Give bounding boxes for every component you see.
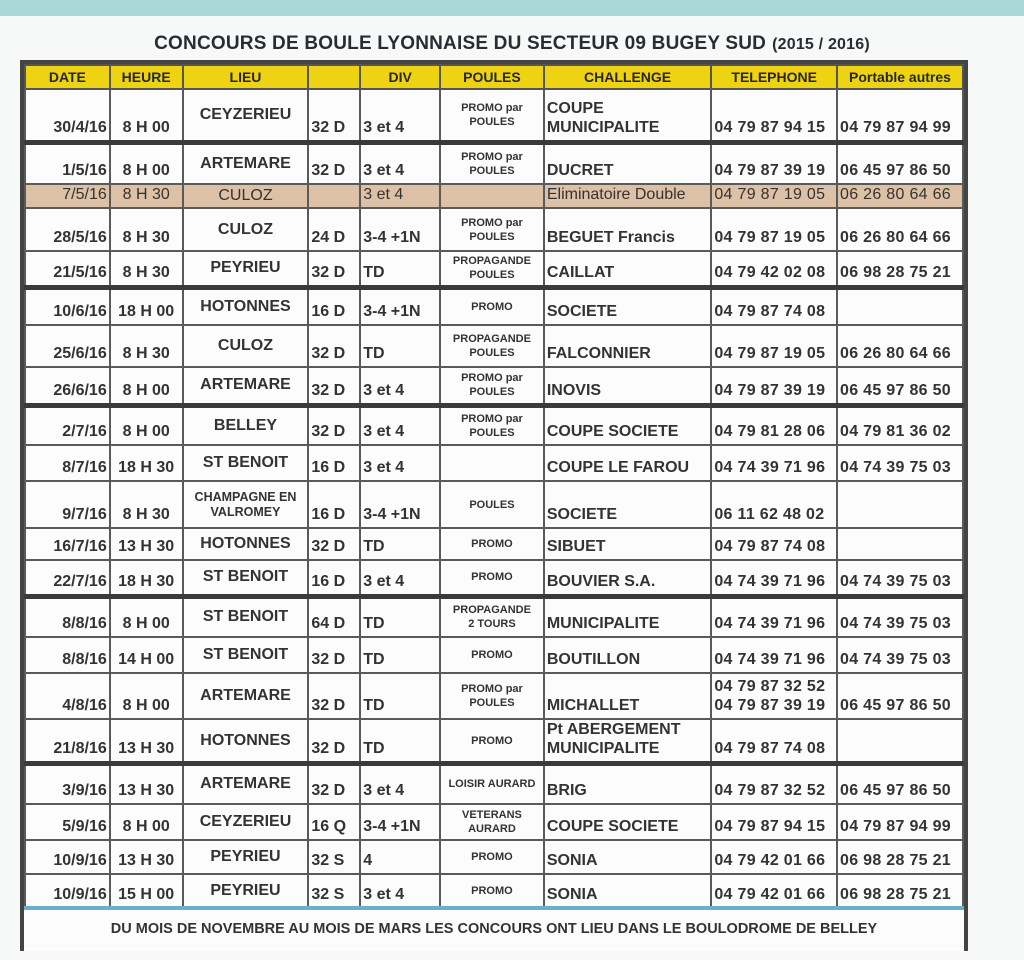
top-color-band: [0, 0, 1024, 16]
cell-poules: PROMO par POULES: [440, 367, 544, 405]
cell-count: 32 D: [308, 719, 360, 764]
cell-div: TD: [360, 325, 440, 367]
cell-count: 32 D: [308, 89, 360, 142]
cell-poules: [440, 445, 544, 481]
table-row: [25, 481, 963, 528]
cell-div: 3 et 4: [360, 874, 440, 908]
cell-telephone: 04 79 87 19 05: [711, 325, 837, 367]
cell-challenge: COUPE SOCIETE: [544, 804, 712, 840]
cell-lieu: ARTEMARE: [183, 367, 309, 405]
cell-portable: 06 98 28 75 21: [837, 840, 963, 874]
cell-heure: 14 H 00: [110, 637, 183, 673]
table-row: [25, 840, 963, 874]
cell-date: 4/8/16: [25, 673, 110, 719]
table-header: [25, 65, 963, 89]
cell-portable: 06 26 80 64 66: [837, 325, 963, 367]
cell-date: 7/5/16: [25, 184, 110, 208]
cell-portable: 06 45 97 86 50: [837, 764, 963, 804]
header-lieu: LIEU: [183, 65, 309, 89]
cell-portable: 06 98 28 75 21: [837, 251, 963, 287]
cell-date: 10/9/16: [25, 874, 110, 908]
cell-portable: [837, 528, 963, 560]
cell-challenge: COUPE LE FAROU: [544, 445, 712, 481]
cell-lieu: PEYRIEU: [183, 840, 309, 874]
cell-poules: PROMO: [440, 528, 544, 560]
table-body: [25, 89, 963, 908]
cell-challenge: SONIA: [544, 874, 712, 908]
cell-div: TD: [360, 251, 440, 287]
cell-div: TD: [360, 719, 440, 764]
cell-div: TD: [360, 637, 440, 673]
cell-count: 16 D: [308, 560, 360, 596]
header-poules: POULES: [440, 65, 544, 89]
cell-date: 28/5/16: [25, 208, 110, 251]
cell-count: 16 D: [308, 481, 360, 528]
table-row: [25, 804, 963, 840]
header-row: [25, 65, 963, 89]
cell-heure: 13 H 30: [110, 719, 183, 764]
cell-portable: 06 26 80 64 66: [837, 208, 963, 251]
cell-telephone: 06 11 62 48 02: [711, 481, 837, 528]
cell-poules: PROMO: [440, 560, 544, 596]
cell-count: 32 D: [308, 405, 360, 445]
cell-heure: 13 H 30: [110, 764, 183, 804]
cell-challenge: SOCIETE: [544, 287, 712, 325]
cell-date: 9/7/16: [25, 481, 110, 528]
table-row: [25, 560, 963, 596]
cell-lieu: ARTEMARE: [183, 673, 309, 719]
cell-portable: 06 98 28 75 21: [837, 874, 963, 908]
table-row: [25, 208, 963, 251]
cell-poules: POULES: [440, 481, 544, 528]
footer-note: DU MOIS DE NOVEMBRE AU MOIS DE MARS LES CONCOURS ONT LIEU DANS LE BOULODROME DE BELLEY: [24, 906, 964, 951]
cell-telephone: 04 79 81 28 06: [711, 405, 837, 445]
cell-poules: PROMO par POULES: [440, 405, 544, 445]
cell-challenge: DUCRET: [544, 142, 712, 184]
cell-count: 64 D: [308, 596, 360, 637]
cell-heure: 8 H 00: [110, 89, 183, 142]
cell-date: 8/7/16: [25, 445, 110, 481]
cell-heure: 8 H 00: [110, 367, 183, 405]
header-telephone: TELEPHONE: [711, 65, 837, 89]
cell-telephone: 04 79 87 39 19: [711, 142, 837, 184]
cell-heure: 8 H 00: [110, 405, 183, 445]
cell-div: TD: [360, 528, 440, 560]
cell-challenge: MICHALLET: [544, 673, 712, 719]
cell-telephone: 04 79 87 32 52 04 79 87 39 19: [711, 673, 837, 719]
cell-count: 32 D: [308, 764, 360, 804]
cell-heure: 8 H 30: [110, 208, 183, 251]
cell-heure: 8 H 30: [110, 325, 183, 367]
cell-telephone: 04 79 87 74 08: [711, 528, 837, 560]
cell-date: 21/8/16: [25, 719, 110, 764]
table-row: [25, 367, 963, 405]
cell-poules: PROPAGANDE POULES: [440, 325, 544, 367]
cell-date: 5/9/16: [25, 804, 110, 840]
cell-heure: 8 H 30: [110, 481, 183, 528]
cell-challenge: COUPE SOCIETE: [544, 405, 712, 445]
cell-portable: [837, 481, 963, 528]
cell-challenge: BRIG: [544, 764, 712, 804]
cell-telephone: 04 79 87 39 19: [711, 367, 837, 405]
cell-heure: 15 H 00: [110, 874, 183, 908]
cell-lieu: ARTEMARE: [183, 142, 309, 184]
cell-count: 32 D: [308, 528, 360, 560]
table-row: [25, 89, 963, 142]
table-row: [25, 596, 963, 637]
cell-telephone: 04 79 87 19 05: [711, 184, 837, 208]
cell-div: 3-4 +1N: [360, 804, 440, 840]
cell-heure: 18 H 00: [110, 287, 183, 325]
table-row: [25, 874, 963, 908]
cell-date: 8/8/16: [25, 596, 110, 637]
cell-count: 32 D: [308, 367, 360, 405]
cell-telephone: 04 79 87 94 15: [711, 89, 837, 142]
cell-div: 3-4 +1N: [360, 481, 440, 528]
cell-lieu: ARTEMARE: [183, 764, 309, 804]
cell-portable: 04 79 81 36 02: [837, 405, 963, 445]
cell-challenge: Pt ABERGEMENT MUNICIPALITE: [544, 719, 712, 764]
cell-div: 3 et 4: [360, 367, 440, 405]
cell-telephone: 04 79 87 74 08: [711, 719, 837, 764]
table-row: [25, 528, 963, 560]
cell-lieu: CEYZERIEU: [183, 89, 309, 142]
cell-telephone: 04 79 87 74 08: [711, 287, 837, 325]
table-row: [25, 142, 963, 184]
cell-div: 3 et 4: [360, 764, 440, 804]
cell-date: 25/6/16: [25, 325, 110, 367]
cell-div: 3-4 +1N: [360, 208, 440, 251]
cell-portable: 04 74 39 75 03: [837, 637, 963, 673]
title-text: CONCOURS DE BOULE LYONNAISE DU SECTEUR 09 BUGEY SUD: [154, 33, 767, 54]
cell-lieu: ST BENOIT: [183, 560, 309, 596]
header-challenge: CHALLENGE: [544, 65, 712, 89]
cell-heure: 18 H 30: [110, 445, 183, 481]
cell-count: 32 D: [308, 637, 360, 673]
cell-lieu: HOTONNES: [183, 287, 309, 325]
cell-portable: 06 26 80 64 66: [837, 184, 963, 208]
cell-count: 32 D: [308, 142, 360, 184]
header-date: DATE: [25, 65, 110, 89]
cell-telephone: 04 79 87 19 05: [711, 208, 837, 251]
cell-poules: VETERANS AURARD: [440, 804, 544, 840]
header-heure: HEURE: [110, 65, 183, 89]
page-title: [0, 33, 1024, 55]
cell-portable: 04 74 39 75 03: [837, 560, 963, 596]
cell-date: 22/7/16: [25, 560, 110, 596]
cell-poules: [440, 184, 544, 208]
cell-lieu: PEYRIEU: [183, 251, 309, 287]
cell-poules: PROMO: [440, 874, 544, 908]
cell-challenge: COUPE MUNICIPALITE: [544, 89, 712, 142]
cell-div: 3 et 4: [360, 560, 440, 596]
table-row: [25, 445, 963, 481]
cell-poules: LOISIR AURARD: [440, 764, 544, 804]
cell-count: [308, 184, 360, 208]
cell-challenge: SIBUET: [544, 528, 712, 560]
cell-div: TD: [360, 596, 440, 637]
table-row: [25, 764, 963, 804]
cell-poules: PROMO par POULES: [440, 142, 544, 184]
schedule-table: [24, 64, 964, 909]
cell-portable: 06 45 97 86 50: [837, 367, 963, 405]
cell-date: 10/6/16: [25, 287, 110, 325]
cell-challenge: MUNICIPALITE: [544, 596, 712, 637]
cell-challenge: BOUTILLON: [544, 637, 712, 673]
cell-poules: PROMO: [440, 637, 544, 673]
cell-heure: 13 H 30: [110, 528, 183, 560]
cell-telephone: 04 74 39 71 96: [711, 445, 837, 481]
table-row: [25, 405, 963, 445]
cell-telephone: 04 79 42 01 66: [711, 840, 837, 874]
cell-div: 3 et 4: [360, 405, 440, 445]
cell-date: 16/7/16: [25, 528, 110, 560]
cell-portable: 06 45 97 86 50: [837, 142, 963, 184]
cell-portable: [837, 287, 963, 325]
cell-telephone: 04 79 87 32 52: [711, 764, 837, 804]
cell-lieu: PEYRIEU: [183, 874, 309, 908]
cell-date: 26/6/16: [25, 367, 110, 405]
cell-heure: 13 H 30: [110, 840, 183, 874]
cell-challenge: BEGUET Francis: [544, 208, 712, 251]
cell-lieu: ST BENOIT: [183, 445, 309, 481]
table-row: [25, 251, 963, 287]
cell-telephone: 04 74 39 71 96: [711, 637, 837, 673]
cell-challenge: SOCIETE: [544, 481, 712, 528]
cell-challenge: BOUVIER S.A.: [544, 560, 712, 596]
cell-portable: 04 79 87 94 99: [837, 804, 963, 840]
cell-telephone: 04 79 42 02 08: [711, 251, 837, 287]
cell-telephone: 04 74 39 71 96: [711, 560, 837, 596]
cell-date: 3/9/16: [25, 764, 110, 804]
header-portable: Portable autres: [837, 65, 963, 89]
cell-lieu: CULOZ: [183, 184, 309, 208]
cell-poules: PROPAGANDE 2 TOURS: [440, 596, 544, 637]
cell-count: 16 Q: [308, 804, 360, 840]
cell-poules: PROMO: [440, 287, 544, 325]
cell-date: 10/9/16: [25, 840, 110, 874]
cell-portable: 06 45 97 86 50: [837, 673, 963, 719]
cell-heure: 8 H 00: [110, 804, 183, 840]
schedule-frame: [20, 60, 968, 951]
table-row: [25, 287, 963, 325]
cell-count: 16 D: [308, 287, 360, 325]
cell-count: 16 D: [308, 445, 360, 481]
table-row: [25, 673, 963, 719]
cell-count: 24 D: [308, 208, 360, 251]
cell-heure: 8 H 30: [110, 184, 183, 208]
cell-div: 3 et 4: [360, 89, 440, 142]
cell-count: 32 S: [308, 840, 360, 874]
cell-count: 32 D: [308, 673, 360, 719]
header-div: DIV: [360, 65, 440, 89]
header-count: [308, 65, 360, 89]
cell-challenge: SONIA: [544, 840, 712, 874]
cell-portable: 04 79 87 94 99: [837, 89, 963, 142]
cell-poules: PROMO par POULES: [440, 208, 544, 251]
cell-challenge: FALCONNIER: [544, 325, 712, 367]
cell-telephone: 04 74 39 71 96: [711, 596, 837, 637]
cell-poules: PROMO par POULES: [440, 89, 544, 142]
cell-lieu: BELLEY: [183, 405, 309, 445]
cell-telephone: 04 79 42 01 66: [711, 874, 837, 908]
cell-heure: 8 H 30: [110, 251, 183, 287]
cell-portable: [837, 719, 963, 764]
cell-div: 3 et 4: [360, 184, 440, 208]
cell-lieu: HOTONNES: [183, 528, 309, 560]
cell-date: 8/8/16: [25, 637, 110, 673]
cell-lieu: ST BENOIT: [183, 596, 309, 637]
cell-heure: 8 H 00: [110, 673, 183, 719]
cell-lieu: ST BENOIT: [183, 637, 309, 673]
cell-div: 3-4 +1N: [360, 287, 440, 325]
cell-div: 3 et 4: [360, 142, 440, 184]
cell-lieu: CULOZ: [183, 325, 309, 367]
table-row: [25, 637, 963, 673]
table-row: [25, 184, 963, 208]
table-row: [25, 719, 963, 764]
cell-div: 4: [360, 840, 440, 874]
cell-date: 30/4/16: [25, 89, 110, 142]
cell-challenge: CAILLAT: [544, 251, 712, 287]
cell-date: 1/5/16: [25, 142, 110, 184]
cell-lieu: HOTONNES: [183, 719, 309, 764]
cell-count: 32 D: [308, 325, 360, 367]
cell-lieu: CULOZ: [183, 208, 309, 251]
cell-date: 2/7/16: [25, 405, 110, 445]
cell-lieu: CEYZERIEU: [183, 804, 309, 840]
cell-date: 21/5/16: [25, 251, 110, 287]
cell-lieu: CHAMPAGNE EN VALROMEY: [183, 481, 309, 528]
cell-poules: PROPAGANDE POULES: [440, 251, 544, 287]
cell-portable: 04 74 39 75 03: [837, 596, 963, 637]
cell-heure: 18 H 30: [110, 560, 183, 596]
cell-heure: 8 H 00: [110, 596, 183, 637]
cell-portable: 04 74 39 75 03: [837, 445, 963, 481]
cell-count: 32 D: [308, 251, 360, 287]
cell-poules: PROMO: [440, 719, 544, 764]
cell-div: TD: [360, 673, 440, 719]
cell-heure: 8 H 00: [110, 142, 183, 184]
cell-telephone: 04 79 87 94 15: [711, 804, 837, 840]
cell-challenge: Eliminatoire Double: [544, 184, 712, 208]
table-row: [25, 325, 963, 367]
title-years: (2015 / 2016): [772, 36, 870, 53]
cell-poules: PROMO par POULES: [440, 673, 544, 719]
cell-challenge: INOVIS: [544, 367, 712, 405]
cell-count: 32 S: [308, 874, 360, 908]
cell-div: 3 et 4: [360, 445, 440, 481]
cell-poules: PROMO: [440, 840, 544, 874]
